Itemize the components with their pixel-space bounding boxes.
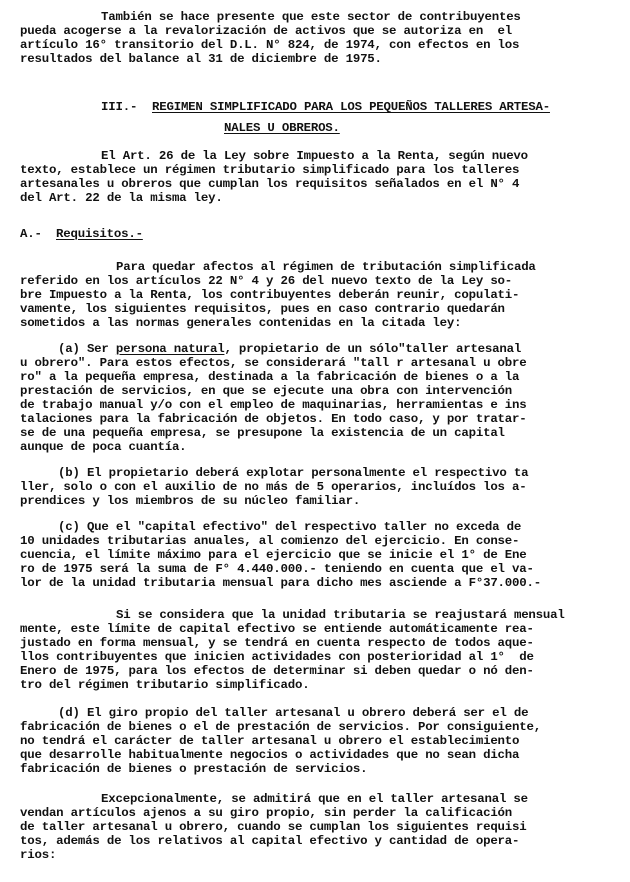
subsection-title: Requisitos.- <box>56 227 143 241</box>
paragraph-line: (b) El propietario deberá explotar personalmente el respectivo ta <box>58 466 529 480</box>
paragraph-line: vendan artículos ajenos a su giro propio, sin perder la calificación <box>20 806 513 820</box>
paragraph-line: mente, este límite de capital efectivo se entiende automáticamente rea- <box>20 622 534 636</box>
paragraph-line: justado en forma mensual, y se tendrá en cuenta respecto de todos aque- <box>20 636 534 650</box>
item-a-prefix: (a) Ser <box>58 342 116 356</box>
paragraph-line: bre Impuesto a la Renta, los contribuyentes deberán reunir, copulati- <box>20 288 520 302</box>
paragraph-line: rios: <box>20 848 57 862</box>
paragraph-line: artículo 16° transitorio del D.L. N° 824, de 1974, con efectos en los <box>20 38 520 52</box>
section-title: REGIMEN SIMPLIFICADO PARA LOS PEQUEÑOS TALLERES ARTESA- <box>152 100 550 114</box>
paragraph-line: artesanales u obreros que cumplan los requisitos señalados en el N° 4 <box>20 177 520 191</box>
paragraph-line: de trabajo manual y/o con el empleo de maquinarias, herramientas e ins <box>20 398 527 412</box>
paragraph-line: 10 unidades tributarias anuales, al comienzo del ejercicio. En conse- <box>20 534 520 548</box>
paragraph-line: tro del régimen tributario simplificado. <box>20 678 310 692</box>
paragraph-line: ro" a la pequeña empresa, destinada a la fabricación de bienes o a la <box>20 370 520 384</box>
section-number: III.- <box>101 100 138 114</box>
paragraph-line: llos contribuyentes que inicien actividades con posterioridad al 1° de <box>20 650 534 664</box>
paragraph-line: Enero de 1975, para los efectos de determinar si deben quedar o nó den- <box>20 664 534 678</box>
paragraph-line: También se hace presente que este sector de contribuyentes <box>101 10 521 24</box>
paragraph-line: fabricación de bienes o prestación de servicios. <box>20 762 368 776</box>
paragraph-line: prendices y los miembros de su núcleo familiar. <box>20 494 361 508</box>
paragraph-line: ller, solo o con el auxilio de no más de 5 operarios, incluídos los a- <box>20 480 527 494</box>
paragraph-line: Si se considera que la unidad tributaria se reajustará mensual <box>116 608 565 622</box>
paragraph-line: Para quedar afectos al régimen de tributación simplificada <box>116 260 536 274</box>
paragraph-line: vamente, los siguientes requisitos, pues en caso contrario quedarán <box>20 302 505 316</box>
paragraph-line: fabricación de bienes o el de prestación de servicios. Por consiguiente, <box>20 720 541 734</box>
paragraph-line: prestación de servicios, en que se ejecute una obra con intervención <box>20 384 513 398</box>
item-a-first-line <box>58 342 521 356</box>
paragraph-line: (d) El giro propio del taller artesanal u obrero deberá ser el de <box>58 706 529 720</box>
paragraph-line: talaciones para la fabricación de objetos. En todo caso, y por tratar- <box>20 412 527 426</box>
paragraph-line: de taller artesanal u obrero, cuando se cumplan los siguientes requisi <box>20 820 527 834</box>
paragraph-line: texto, establece un régimen tributario simplificado para los talleres <box>20 163 520 177</box>
paragraph-line: aunque de poca cuantía. <box>20 440 187 454</box>
paragraph-line: El Art. 26 de la Ley sobre Impuesto a la Renta, según nuevo <box>101 149 528 163</box>
paragraph-line: que desarrolle habitualmente negocios o actividades que no sean dicha <box>20 748 520 762</box>
paragraph-line: Excepcionalmente, se admitirá que en el taller artesanal se <box>101 792 528 806</box>
section-title-continued: NALES U OBREROS. <box>224 121 340 135</box>
item-a-rest: , propietario de un sólo"taller artesanal <box>224 342 522 356</box>
paragraph-line: tos, además de los relativos al capital efectivo y cantidad de opera- <box>20 834 520 848</box>
paragraph-line: referido en los artículos 22 N° 4 y 26 del nuevo texto de la Ley so- <box>20 274 513 288</box>
paragraph-line: pueda acogerse a la revalorización de activos que se autoriza en el <box>20 24 513 38</box>
paragraph-line: u obrero". Para estos efectos, se considerará "tall r artesanal u obre <box>20 356 527 370</box>
paragraph-line: resultados del balance al 31 de diciembre de 1975. <box>20 52 382 66</box>
paragraph-line: del Art. 22 de la misma ley. <box>20 191 223 205</box>
subsection-label: A.- <box>20 227 42 241</box>
paragraph-line: (c) Que el "capital efectivo" del respectivo taller no exceda de <box>58 520 522 534</box>
paragraph-line: lor de la unidad tributaria mensual para dicho mes asciende a F°37.000.- <box>20 576 541 590</box>
paragraph-line: cuencia, el límite máximo para el ejercicio que se inicie el 1° de Ene <box>20 548 527 562</box>
paragraph-line: ro de 1975 será la suma de F° 4.440.000.- teniendo en cuenta que el va- <box>20 562 534 576</box>
paragraph-line: no tendrá el carácter de taller artesanal u obrero el establecimiento <box>20 734 520 748</box>
paragraph-line: sometidos a las normas generales contenidas en la citada ley: <box>20 316 462 330</box>
item-a-term: persona natural <box>115 342 225 356</box>
paragraph-line: se de una pequeña empresa, se presupone la existencia de un capital <box>20 426 505 440</box>
